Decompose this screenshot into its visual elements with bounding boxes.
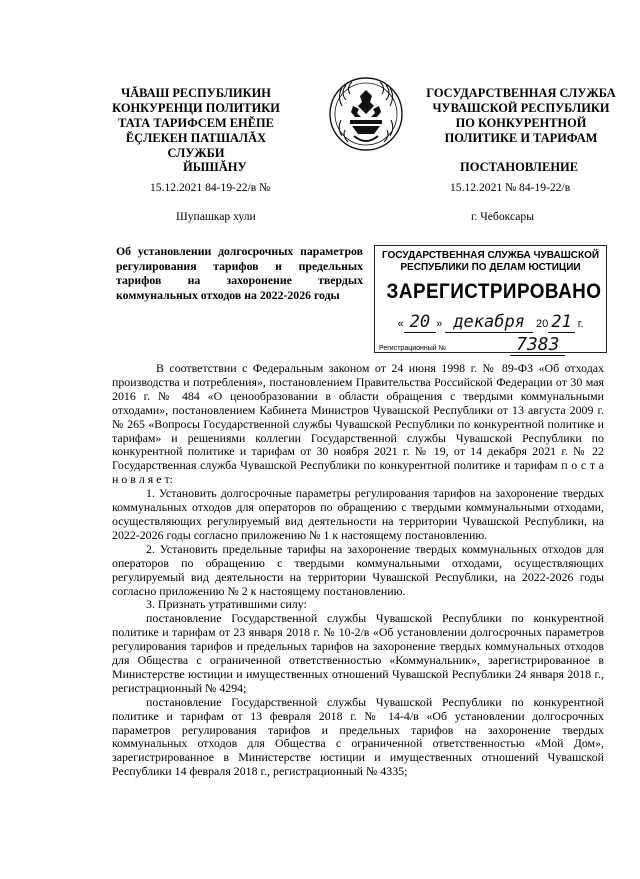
- body-paragraph: 3. Признать утратившими силу:: [146, 597, 307, 612]
- stamp-month: декабря: [445, 312, 533, 333]
- body-paragraph: В соответствии с Федеральным законом от 24 июня 1998 г. № 89-ФЗ «Об отходах производства и потребления», постановлением Правительства Российской Федерации от 30 мая 2016 г. № 484 «О ценообразовании в области обращения с твердыми коммунальными отходами», постановлением Кабинета Министров Чувашской Республики от 13 августа 2009 г. № 265 «Вопросы Государственной службы Чувашской Республики по конкурентной политике и тарифам» и решениями коллегии Государственной службы Чувашской Республики по конкурентной политике и тарифам от 30 ноября 2021 г. № 19, от 14 декабря 2021 г. № 22 Государственная служба Чувашской Республики по конкурентной политике и тарифам п о с т а н о в л я е т:: [112, 361, 604, 487]
- document-body: [112, 362, 604, 779]
- left-city: Шупашкар хули: [176, 210, 256, 223]
- document-subject: Об установлении долгосрочных параметров регулирования тарифов и предельных тарифов на захоронение твердых коммунальных отходов на 2022-2026 годы: [116, 244, 363, 302]
- left-doc-type: ЙЫШĂНУ: [183, 160, 247, 174]
- stamp-date-line: « 20 » декабря 20 21 г.: [397, 312, 584, 332]
- stamp-day: 20: [404, 312, 436, 333]
- right-doc-type: ПОСТАНОВЛЕНИЕ: [460, 160, 579, 174]
- body-paragraph: постановление Государственной службы Чувашской Республики по конкурентной политике и тарифам от 13 февраля 2018 г. № 14-4/в «Об установлении долгосрочных параметров регулирования тарифов и предельных тарифов на захоронение твердых коммунальных отходов для Общества с ограниченной ответственностью «Мой Дом», зарегистрированное в Министерстве юстиции и имущественных отношений Чувашской Республики 14 февраля 2018 г., регистрационный № 4335;: [112, 694, 604, 779]
- chuvash-emblem-icon: [328, 76, 404, 152]
- header-right-title: ГОСУДАРСТВЕННАЯ СЛУЖБА ЧУВАШСКОЙ РЕСПУБЛИКИ ПО КОНКУРЕНТНОЙ ПОЛИТИКЕ И ТАРИФАМ: [426, 86, 616, 145]
- stamp-reg-label: Регистрационный №: [379, 345, 447, 352]
- stamp-year-label: г.: [577, 318, 584, 330]
- body-paragraph: 2. Установить предельные тарифы на захоронение твердых коммунальных отходов для операторов по обращению с твердыми коммунальными отходами, осуществляющих регулируемый вид деятельности на территории Чувашской Республики, на 2022-2026 годы согласно приложению № 2 к настоящему постановлению.: [112, 541, 604, 598]
- stamp-org: ГОСУДАРСТВЕННАЯ СЛУЖБА ЧУВАШСКОЙ РЕСПУБЛИКИ ПО ДЕЛАМ ЮСТИЦИИ: [381, 250, 600, 273]
- stamp-title: ЗАРЕГИСТРИРОВАНО: [386, 280, 602, 303]
- stamp-reg-line: [379, 334, 602, 356]
- right-date-number: 15.12.2021 № 84-19-22/в: [450, 181, 571, 194]
- stamp-year-prefix: 20: [535, 318, 549, 330]
- stamp-year-suffix: 21: [548, 312, 574, 333]
- body-paragraph: 1. Установить долгосрочные параметры регулирования тарифов на захоронение твердых коммунальных отходов для операторов по обращению с твердыми коммунальными отходами, осуществляющих регулируемый вид деятельности на территории Чувашской Республики, на 2022-2026 годы согласно приложению № 1 к настоящему постановлению.: [112, 486, 604, 542]
- left-date-number: 15.12.2021 84-19-22/в №: [150, 181, 271, 194]
- right-city: г. Чебоксары: [471, 210, 534, 223]
- header-left-title: ЧĂВАШ РЕСПУБЛИКИН КОНКУРЕНЦИ ПОЛИТИКИ ТАТА ТАРИФСЕМ ЕНĔПЕ ĔÇЛЕКЕН ПАТШАЛĂХ СЛУЖБИ: [112, 86, 280, 160]
- body-paragraph: постановление Государственной службы Чувашской Республики по конкурентной политике и тарифам от 23 января 2018 г. № 10-2/в «Об установлении долгосрочных параметров регулирования тарифов и предельных тарифов на захоронение твердых коммунальных отходов для Общества с ограниченной ответственностью «Коммунальник», зарегистрированное в Министерстве юстиции и имущественных отношений Чувашской Республики 24 января 2018 г., регистрационный № 4294;: [112, 611, 604, 695]
- registration-stamp: [374, 245, 607, 353]
- stamp-reg-number: 7383: [510, 334, 565, 356]
